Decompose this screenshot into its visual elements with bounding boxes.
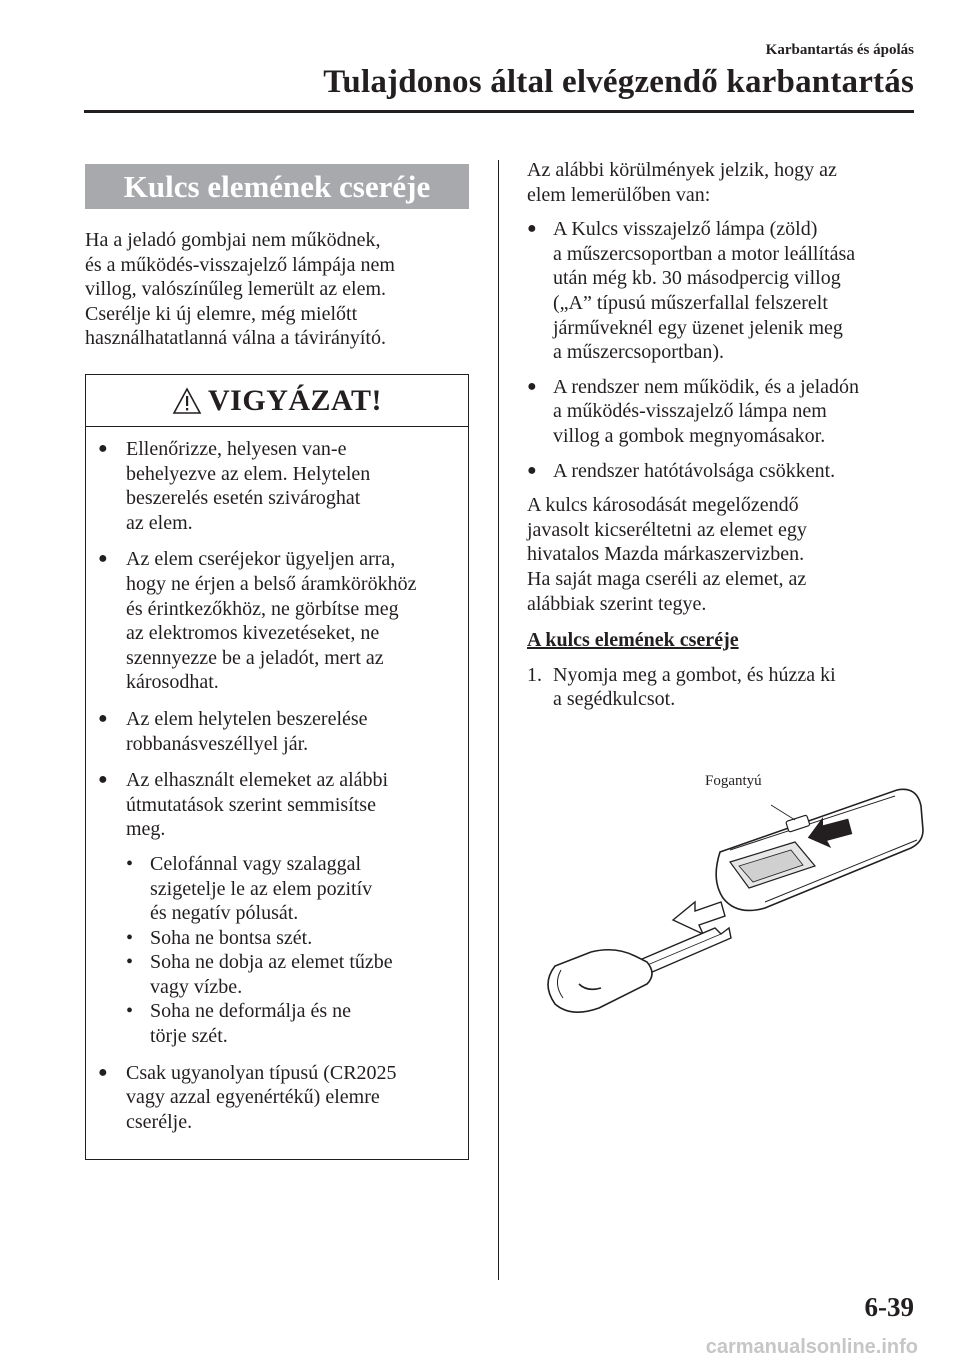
- sub-item: [126, 852, 393, 926]
- sub-item: [126, 926, 393, 951]
- sub-item-text: Soha ne bontsa szét.: [150, 926, 313, 949]
- caution-item-content: [126, 768, 393, 1049]
- header-rule: [84, 110, 914, 113]
- column-divider: [498, 160, 499, 1280]
- caution-item-text: Csak ugyanolyan típusú (CR2025 vagy azzal egyenértékű) elemre cserélje.: [126, 1061, 397, 1133]
- key-blade-groove: [645, 934, 721, 966]
- intro-text: Ha a jeladó gombjai nem működnek, és a működés-visszajelző lámpája nem villog, valószínűleg lemerült az elem. Cserélje ki új elemre, még mielőtt használhatatlanná válna a távirányító.: [85, 229, 395, 350]
- caution-box: [85, 374, 469, 1160]
- symptom-item: [527, 217, 922, 365]
- label-leader-line: [771, 805, 795, 820]
- caution-item: [98, 1061, 458, 1135]
- running-header-section: Karbantartás és ápolás: [765, 42, 914, 58]
- caution-item: [98, 707, 458, 756]
- step-number: 1.: [527, 663, 542, 686]
- caution-item-text: Az elem cseréjekor ügyeljen arra, hogy ne érjen a belső áramkörökhöz és érintkezőkhöz, ne görbítse meg az elektromos kivezetéseket, ne szennyezze be a jeladót, mert az károsodhat.: [126, 548, 417, 694]
- procedure-heading: A kulcs elemének cseréje: [527, 629, 739, 652]
- sub-bullet-icon: •: [126, 926, 134, 949]
- bullet-icon: ●: [98, 440, 108, 457]
- sub-item-text: Soha ne deformálja és ne törje szét.: [150, 1000, 352, 1048]
- sub-item-text: Celofánnal vagy szalaggal szigetelje le az elem pozitív és negatív pólusát.: [150, 852, 373, 925]
- lead-paragraph: Az alábbi körülmények jelzik, hogy az elem lemerülőben van:: [527, 159, 837, 206]
- caution-item-text: Az elem helytelen beszerelése robbanásveszéllyel jár.: [126, 707, 368, 755]
- caution-body: [86, 427, 468, 1134]
- symptom-text: A Kulcs visszajelző lámpa (zöld) a műszercsoportban a motor leállítása után még kb. 30 másodpercig villog („A” típusú műszerfallal felszerelt járműveknél egy üzenet jelenik meg a műszercsoportban).: [553, 218, 856, 364]
- key-illustration: [525, 770, 925, 1030]
- bullet-icon: ●: [98, 771, 108, 789]
- symptom-item: [527, 375, 922, 449]
- warning-triangle-icon: [172, 387, 202, 415]
- auxiliary-key-head: [548, 950, 652, 1012]
- bullet-icon: ●: [98, 709, 108, 727]
- sub-bullet-icon: •: [126, 852, 134, 875]
- sub-item-text: Soha ne dobja az elemet tűzbe vagy vízbe.: [150, 951, 393, 998]
- step-text: Nyomja meg a gombot, és húzza ki a segédkulcsot.: [553, 663, 836, 711]
- bullet-icon: ●: [527, 461, 537, 479]
- watermark-text: carmanualsonline.info: [705, 1336, 918, 1358]
- sub-bullet-icon: •: [126, 1000, 134, 1023]
- symptom-text: A rendszer hatótávolsága csökkent.: [553, 459, 836, 482]
- caution-header: [86, 375, 468, 427]
- disposal-sublist: [126, 852, 393, 1049]
- handle-label: Fogantyú: [705, 773, 762, 789]
- caution-item-text: Az elhasznált elemeket az alábbi útmutatások szerint semmisítse meg.: [126, 769, 389, 841]
- pull-arrow-icon: [673, 902, 725, 934]
- procedure-step: [527, 663, 922, 712]
- sub-bullet-icon: •: [126, 951, 134, 974]
- advice-paragraph: A kulcs károsodását megelőzendő javasolt kicseréltetni az elemet egy hivatalos Mazda márkaszervizben. Ha saját maga cseréli az elemet, az alábbiak szerint tegye.: [527, 494, 807, 615]
- bullet-icon: ●: [527, 220, 537, 238]
- symptom-item: [527, 459, 922, 484]
- bullet-icon: ●: [527, 377, 537, 395]
- caution-item: [98, 547, 458, 695]
- right-column: [527, 158, 922, 712]
- running-header-chapter: Tulajdonos által elvégzendő karbantartás: [323, 64, 914, 100]
- bullet-icon: ●: [98, 1063, 108, 1081]
- sub-item: [126, 950, 393, 999]
- caution-title: VIGYÁZAT!: [208, 383, 382, 417]
- bullet-icon: ●: [98, 550, 108, 568]
- caution-item: [98, 768, 458, 1049]
- caution-item-text: Ellenőrizze, helyesen van-e behelyezve az elem. Helytelen beszerelés esetén szivároghat az elem.: [126, 438, 371, 534]
- sub-item: [126, 999, 393, 1048]
- page-number: 6-39: [864, 1292, 914, 1322]
- intro-paragraph: [85, 228, 480, 351]
- symptom-text: A rendszer nem működik, és a jeladón a működés-visszajelző lámpa nem villog a gombok megnyomásakor.: [553, 375, 860, 447]
- section-title-banner: Kulcs elemének cseréje: [85, 164, 469, 209]
- caution-item: [98, 437, 458, 535]
